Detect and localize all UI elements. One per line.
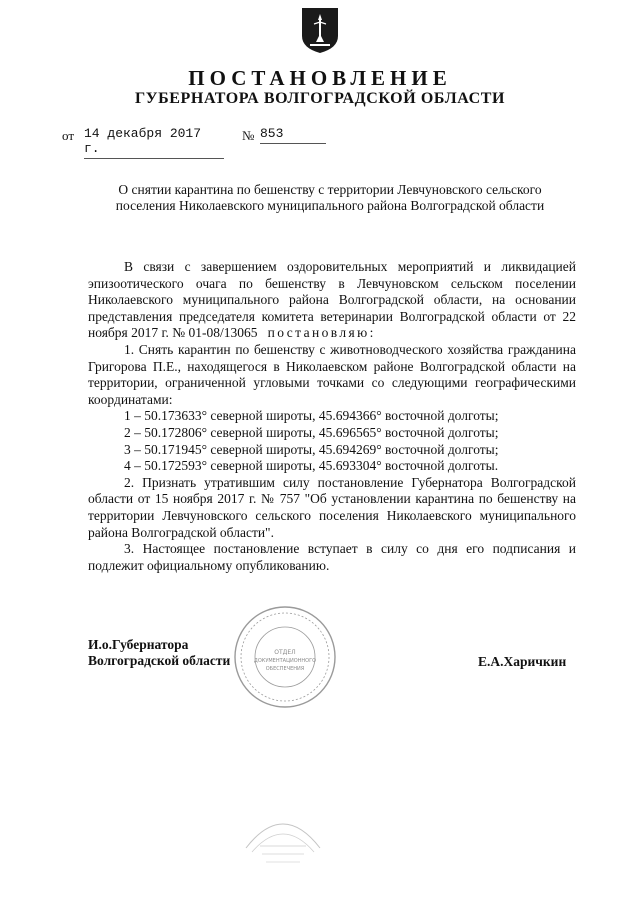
document-subtitle: ГУБЕРНАТОРА ВОЛГОГРАДСКОЙ ОБЛАСТИ [134,90,506,107]
document-heading [60,182,600,214]
stamp-text: ОБЕСПЕЧЕНИЯ [265,666,305,672]
item-3-paragraph: 3. Настоящее постановление вступает в силу со дня его подписания и подлежит официальному опубликованию. [88,541,576,573]
item-1-paragraph: 1. Снять карантин по бешенству с животноводческого хозяйства гражданина Григорова П.Е., находящегося в Николаевском районе Волгоградской области на территории, ограниченной угловыми точками со следующими географическими координатами: [88,341,576,407]
intro-paragraph: В связи с завершением оздоровительных мероприятий и ликвидацией эпизоотического очага по бешенству в Левчуновском сельском поселении Николаевского муниципального района Волгоградской области, на основании представления председателя комитета ветеринарии Волгоградской области от 22 ноября 2017 г. № 01-08/13065 постановляю: [88,259,576,341]
document-title: ПОСТАНОВЛЕНИЕ [188,66,452,90]
signatory-name: Е.А.Харичкин [478,654,567,669]
document-date: 14 декабря 2017 г. [84,126,224,159]
heading-line: поселения Николаевского муниципального района Волгоградской области [115,198,545,213]
from-label: от [62,128,75,143]
stamp-text: ОТДЕЛ [274,649,296,656]
coat-of-arms-emblem [300,6,340,54]
document-number: 853 [260,126,326,144]
coordinate-line: 1 – 50.173633° северной широты, 45.694366° восточной долготы; [124,408,499,424]
signatory-position [88,637,230,669]
position-line: И.о.Губернатора [88,637,189,652]
decree-word: постановляю: [267,325,376,341]
stamp-text: ДОКУМЕНТАЦИОННОГО [253,658,317,664]
coordinate-line: 3 – 50.171945° северной широты, 45.694269° восточной долготы; [124,441,499,457]
heading-line: О снятии карантина по бешенству с территории Левчуновского сельского [118,182,542,197]
number-label: № [242,128,255,143]
coordinate-line: 2 – 50.172806° северной широты, 45.696565° восточной долготы; [124,424,499,440]
item-2-paragraph: 2. Признать утратившим силу постановление Губернатора Волгоградской области от 15 ноября 2017 г. № 757 "Об установлении карантина по бешенству на территории Левчуновского сельского поселения Николаевского муниципального района Волгоградской области". [88,474,576,540]
department-stamp [232,604,338,710]
faded-stamp-imprint [242,808,324,872]
position-line: Волгоградской области [88,653,231,668]
coordinate-line: 4 – 50.172593° северной широты, 45.693304° восточной долготы. [124,458,499,474]
document-body [88,259,576,574]
